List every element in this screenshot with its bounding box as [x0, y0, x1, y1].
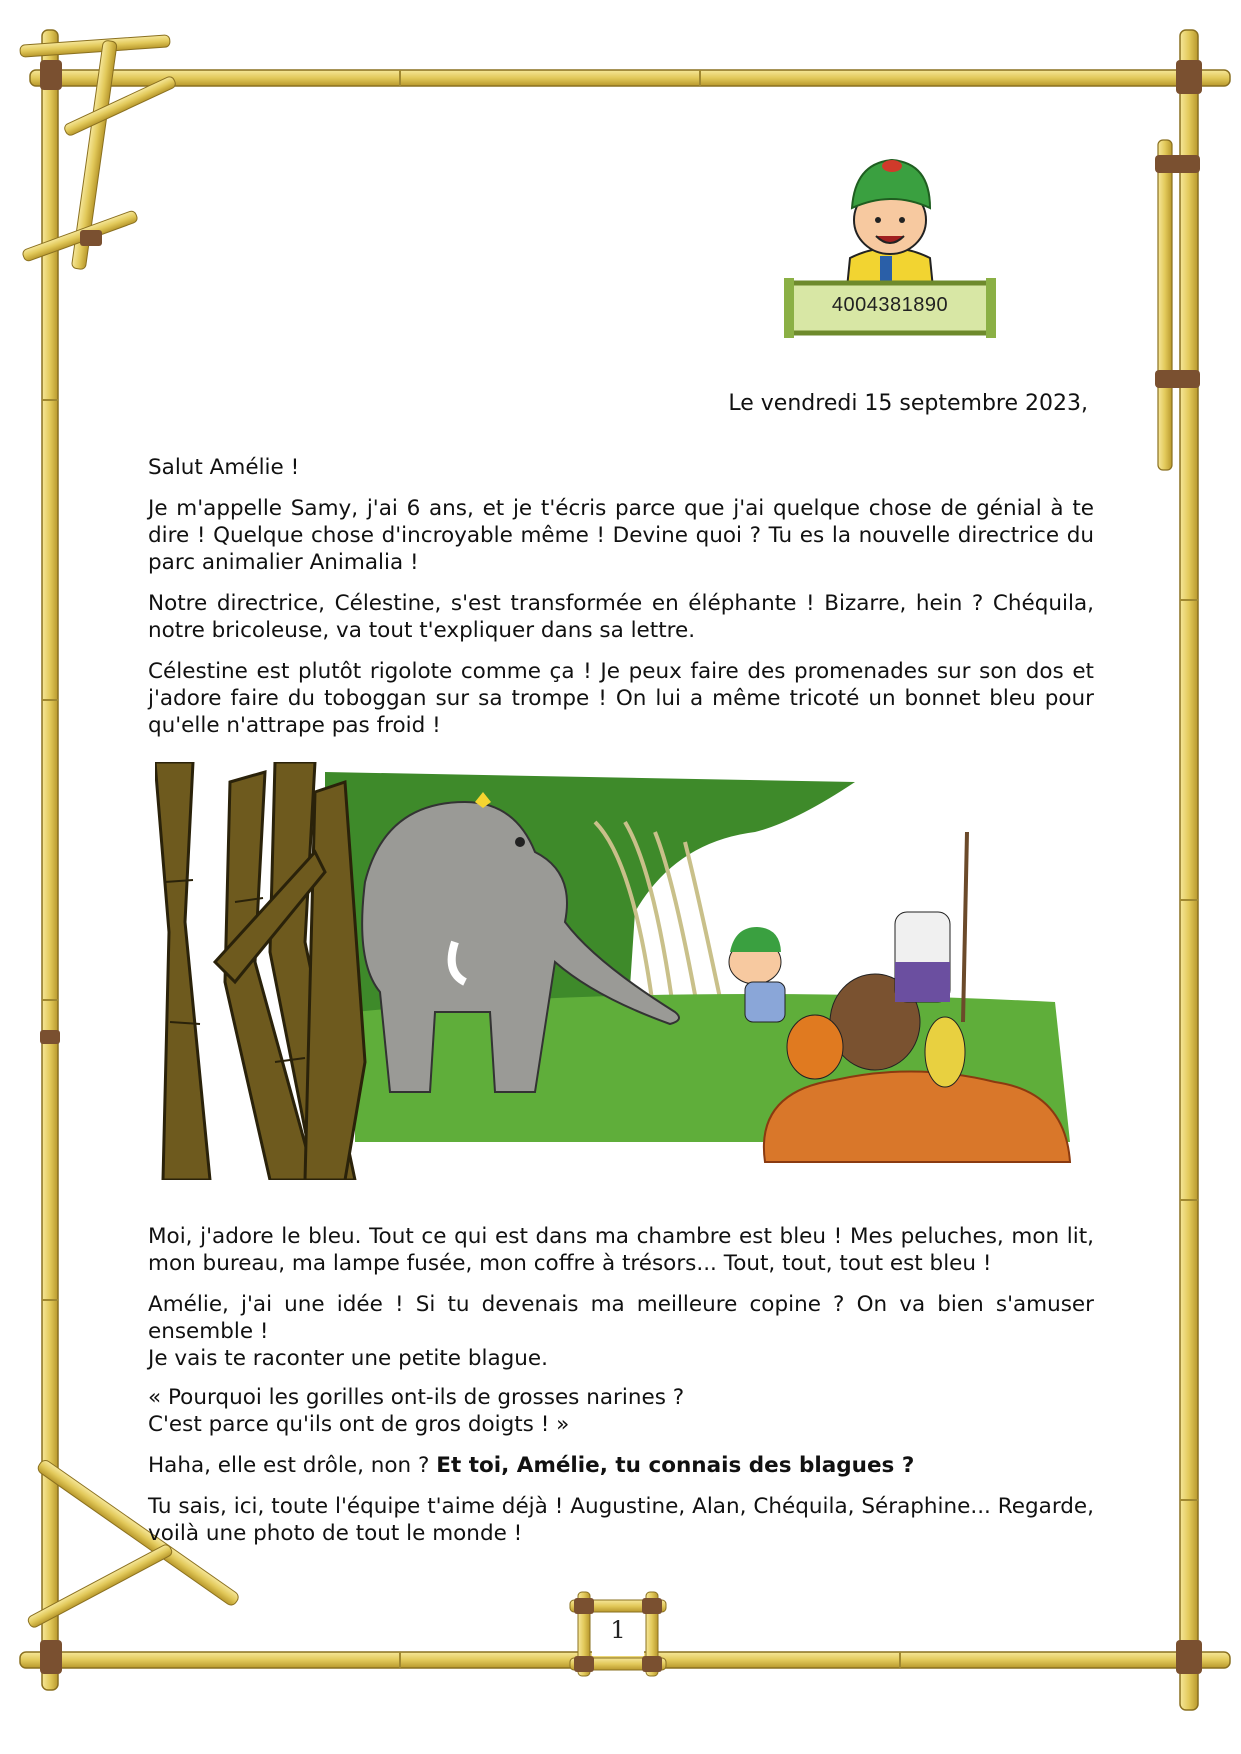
page-number: 1 — [610, 1616, 626, 1644]
paragraph-3: Célestine est plutôt rigolote comme ça ! Je peux faire des promenades sur son dos et j'adore faire du toboggan sur sa trompe ! On lui a même tricoté un bonnet bleu pour qu'elle n'attrape pas froid ! — [148, 659, 1094, 738]
paragraph-1: Je m'appelle Samy, j'ai 6 ans, et je t'écris parce que j'ai quelque chose de génial à te dire ! Quelque chose d'incroyable même ! Devine quoi ? Tu es la nouvelle directrice du parc animalier Animalia ! — [148, 496, 1094, 575]
letter-body-bottom — [148, 1223, 1094, 1561]
paragraph-2: Notre directrice, Célestine, s'est transformée en éléphante ! Bizarre, hein ? Chéquila, notre bricoleuse, va tout t'expliquer dans sa lettre. — [148, 591, 1094, 643]
joke-question: « Pourquoi les gorilles ont-ils de grosses narines ? — [148, 1385, 685, 1410]
letter-body-top — [148, 454, 1094, 753]
elephant-park-illustration — [155, 762, 1085, 1180]
laugh-text: Haha, elle est drôle, non ? — [148, 1453, 430, 1478]
id-number: 4004381890 — [831, 294, 949, 316]
joke-intro-line: Je vais te raconter une petite blague. — [148, 1346, 548, 1371]
idea-line: Amélie, j'ai une idée ! Si tu devenais ma meilleure copine ? On va bien s'amuser ensemble ! — [148, 1292, 1094, 1344]
paragraph-team: Tu sais, ici, toute l'équipe t'aime déjà ! Augustine, Alan, Chéquila, Séraphine... Regarde, voilà une photo de tout le monde ! — [148, 1494, 1094, 1546]
greeting: Salut Amélie ! — [148, 455, 300, 480]
question-bold: Et toi, Amélie, tu connais des blagues ? — [436, 1453, 915, 1478]
paragraph-blue: Moi, j'adore le bleu. Tout ce qui est dans ma chambre est bleu ! Mes peluches, mon lit, mon bureau, ma lampe fusée, mon coffre à trésors... Tout, tout, tout est bleu ! — [148, 1224, 1094, 1276]
paragraph-laugh — [148, 1452, 1094, 1479]
paragraph-idea — [148, 1291, 1094, 1372]
date-line: Le vendredi 15 septembre 2023, — [728, 391, 1088, 416]
joke — [148, 1384, 1094, 1438]
joke-answer: C'est parce qu'ils ont de gros doigts ! » — [148, 1412, 570, 1437]
